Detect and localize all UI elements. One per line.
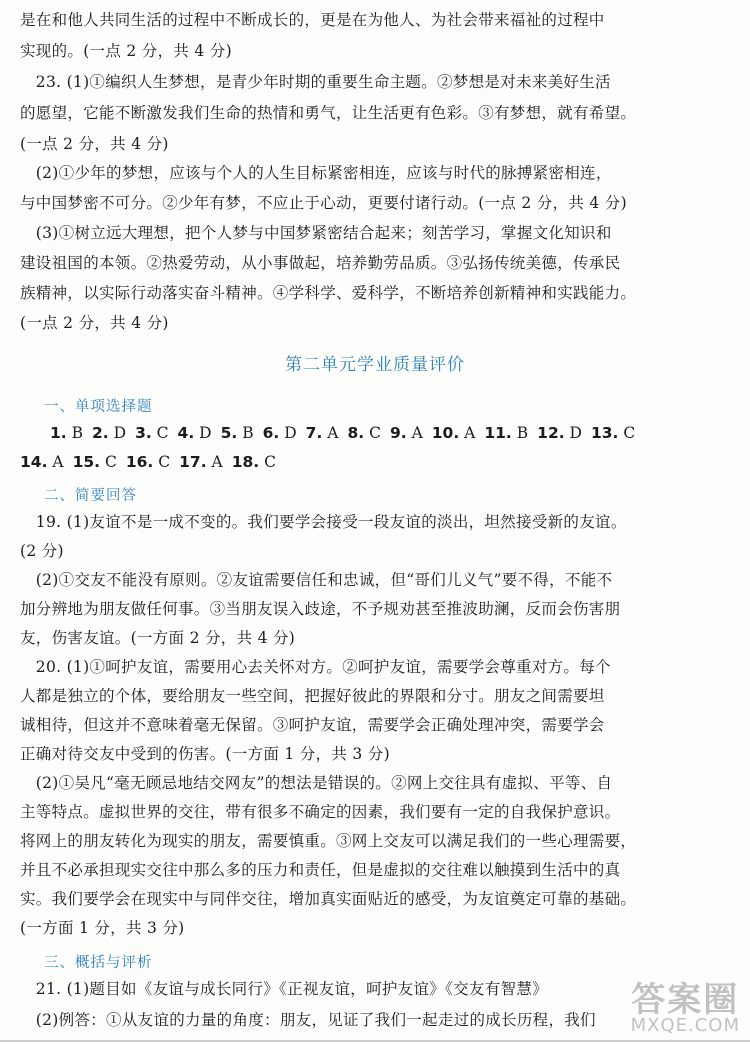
answer-choice: C [618,424,636,442]
answer-row [20,452,285,472]
answer-item [484,424,528,442]
text-line: (一点 2 分，共 4 分) [20,135,169,153]
answer-item [178,424,212,442]
answer-number: 2. [92,424,109,442]
text-line: 是在和他人共同生活的过程中不断成长的，更是在为他人、为社会带来福祉的过程中 [20,11,605,29]
text-line: 族精神，以实际行动落实奋斗精神。④学科学、爱科学，不断培养创新精神和实践能力。 [20,284,637,302]
answer-choice: C [153,453,171,471]
text-line: 人都是独立的个体，要给朋友一些空间，把握好彼此的界限和分寸。朋友之间需要坦 [20,687,605,705]
answer-item [347,424,380,442]
answer-choice: B [66,424,84,442]
answer-item [432,424,476,442]
text-line: 友，伤害友谊。(一方面 2 分，共 4 分) [20,629,296,647]
answer-choice: A [206,453,223,471]
answer-choice: A [459,424,476,442]
answer-item [232,453,276,471]
answer-choice: A [322,424,339,442]
answer-number: 7. [305,424,323,442]
answer-number: 15. [72,453,101,471]
answer-choice: C [151,424,169,442]
text-line: 正确对待交友中受到的伤害。(一方面 1 分，共 3 分) [20,745,390,763]
answer-number: 16. [125,453,154,471]
text-line: 23. (1)①编织人生梦想，是青少年时期的重要生命主题。②梦想是对未来美好生活 [20,73,611,91]
text-line: (2)①交友不能没有原则。②友谊需要信任和忠诚，但“哥们儿义气”要不得，不能不 [20,571,613,589]
text-line: (3)①树立远大理想，把个人梦与中国梦紧密结合起来；刻苦学习，掌握文化知识和 [20,224,612,242]
answer-choice: D [194,424,212,442]
text-line: (一点 2 分，共 4 分) [20,314,169,332]
answer-choice: B [511,424,529,442]
answer-choice: D [279,424,297,442]
answer-choice: B [237,424,254,442]
text-line: 诚相待，但这并不意味着毫无保留。③呵护友谊，需要学会正确处理冲突，需要学会 [20,716,605,734]
section-heading: 三、概括与评析 [44,955,153,971]
answer-item [263,424,297,442]
text-line: 与中国梦密不可分。②少年有梦，不应止于心动，更要付诸行动。(一点 2 分，共 4 分) [20,194,627,212]
answer-item [92,424,126,442]
text-line: 20. (1)①呵护友谊，需要用心去关怀对方。②呵护友谊，需要学会尊重对方。每个 [20,658,611,676]
answer-item [390,424,423,442]
text-line: (2)例答：①从友谊的力量的角度：朋友，见证了我们一起走过的成长历程，我们 [20,1011,596,1029]
answer-choice: C [100,453,117,471]
answer-number: 5. [220,424,238,442]
answer-item [537,424,582,442]
answer-number: 1. [50,424,67,442]
answer-number: 12. [537,424,565,442]
text-line: 实现的。(一点 2 分，共 4 分) [20,42,232,60]
text-line: 建设祖国的本领。②热爱劳动，从小事做起，培养勤劳品质。③弘扬传统美德，传承民 [20,254,621,272]
answer-item [73,453,117,471]
answer-row [50,423,644,443]
text-line: 实。我们要学会在现实中与同伴交往，增加真实面贴近的感受，为友谊奠定可靠的基础。 [20,890,637,908]
answer-number: 13. [590,424,619,442]
text-line: (2 分) [20,542,64,560]
text-line: 将网上的朋友转化为现实的朋友，需要慎重。③网上交友可以满足我们的一些心理需要， [20,832,637,850]
answer-choice: D [108,424,127,442]
answer-item [179,453,223,471]
text-line: 主等特点。虚拟世界的交往，带有很多不确定的因素，我们要有一定的自我保护意识。 [20,803,621,821]
answer-item [221,424,254,442]
bottom-divider [0,1040,750,1042]
answer-number: 17. [179,453,207,471]
text-line: (2)①吴凡“毫无顾忌地结交网友”的想法是错误的。②网上交往具有虚拟、平等、自 [20,774,613,792]
answer-number: 3. [135,424,152,442]
text-line: 加分辨地为朋友做任何事。③当朋友误入歧途，不予规劝甚至推波助澜，反而会伤害朋 [20,600,621,618]
section-heading: 二、简要回答 [44,488,137,504]
text-line: (2)①少年的梦想，应该与个人的人生目标紧密相连，应该与时代的脉搏紧密相连， [20,164,612,182]
answer-item [126,453,170,471]
answer-number: 18. [231,453,260,471]
answer-number: 6. [262,424,280,442]
answer-number: 14. [20,453,48,471]
text-line: 21. (1)题目如《友谊与成长同行》《正视友谊，呵护友谊》《交友有智慧》 [20,980,548,998]
answer-item [20,453,64,471]
answer-number: 11. [484,424,512,442]
answer-item [306,424,339,442]
watermark-sub-text: MXQE.COM [630,1015,740,1036]
watermark-logo [631,972,740,1036]
answer-number: 9. [389,424,407,442]
answer-choice: D [564,424,582,442]
answer-number: 10. [431,424,460,442]
text-line: (一方面 1 分，共 3 分) [20,919,185,937]
answer-choice: A [406,424,423,442]
answer-item [591,424,635,442]
section-heading: 一、单项选择题 [44,399,153,415]
text-line: 的愿望，它能不断激发我们生命的热情和勇气，让生活更有色彩。③有梦想，就有希望。 [20,104,637,122]
answer-number: 4. [177,424,195,442]
answer-item [135,424,168,442]
unit-title: 第二单元学业质量评价 [285,355,465,375]
watermark-main-text: 答案圈 [631,980,740,1020]
answer-number: 8. [347,424,365,442]
answer-item [50,424,83,442]
answer-choice: C [259,453,276,471]
text-line: 19. (1)友谊不是一成不变的。我们要学会接受一段友谊的淡出，坦然接受新的友谊。 [20,513,627,531]
answer-choice: A [47,453,64,471]
answer-choice: C [364,424,381,442]
text-line: 并且不必承担现实交往中那么多的压力和责任，但是虚拟的交往难以触摸到生活中的真 [20,861,621,879]
